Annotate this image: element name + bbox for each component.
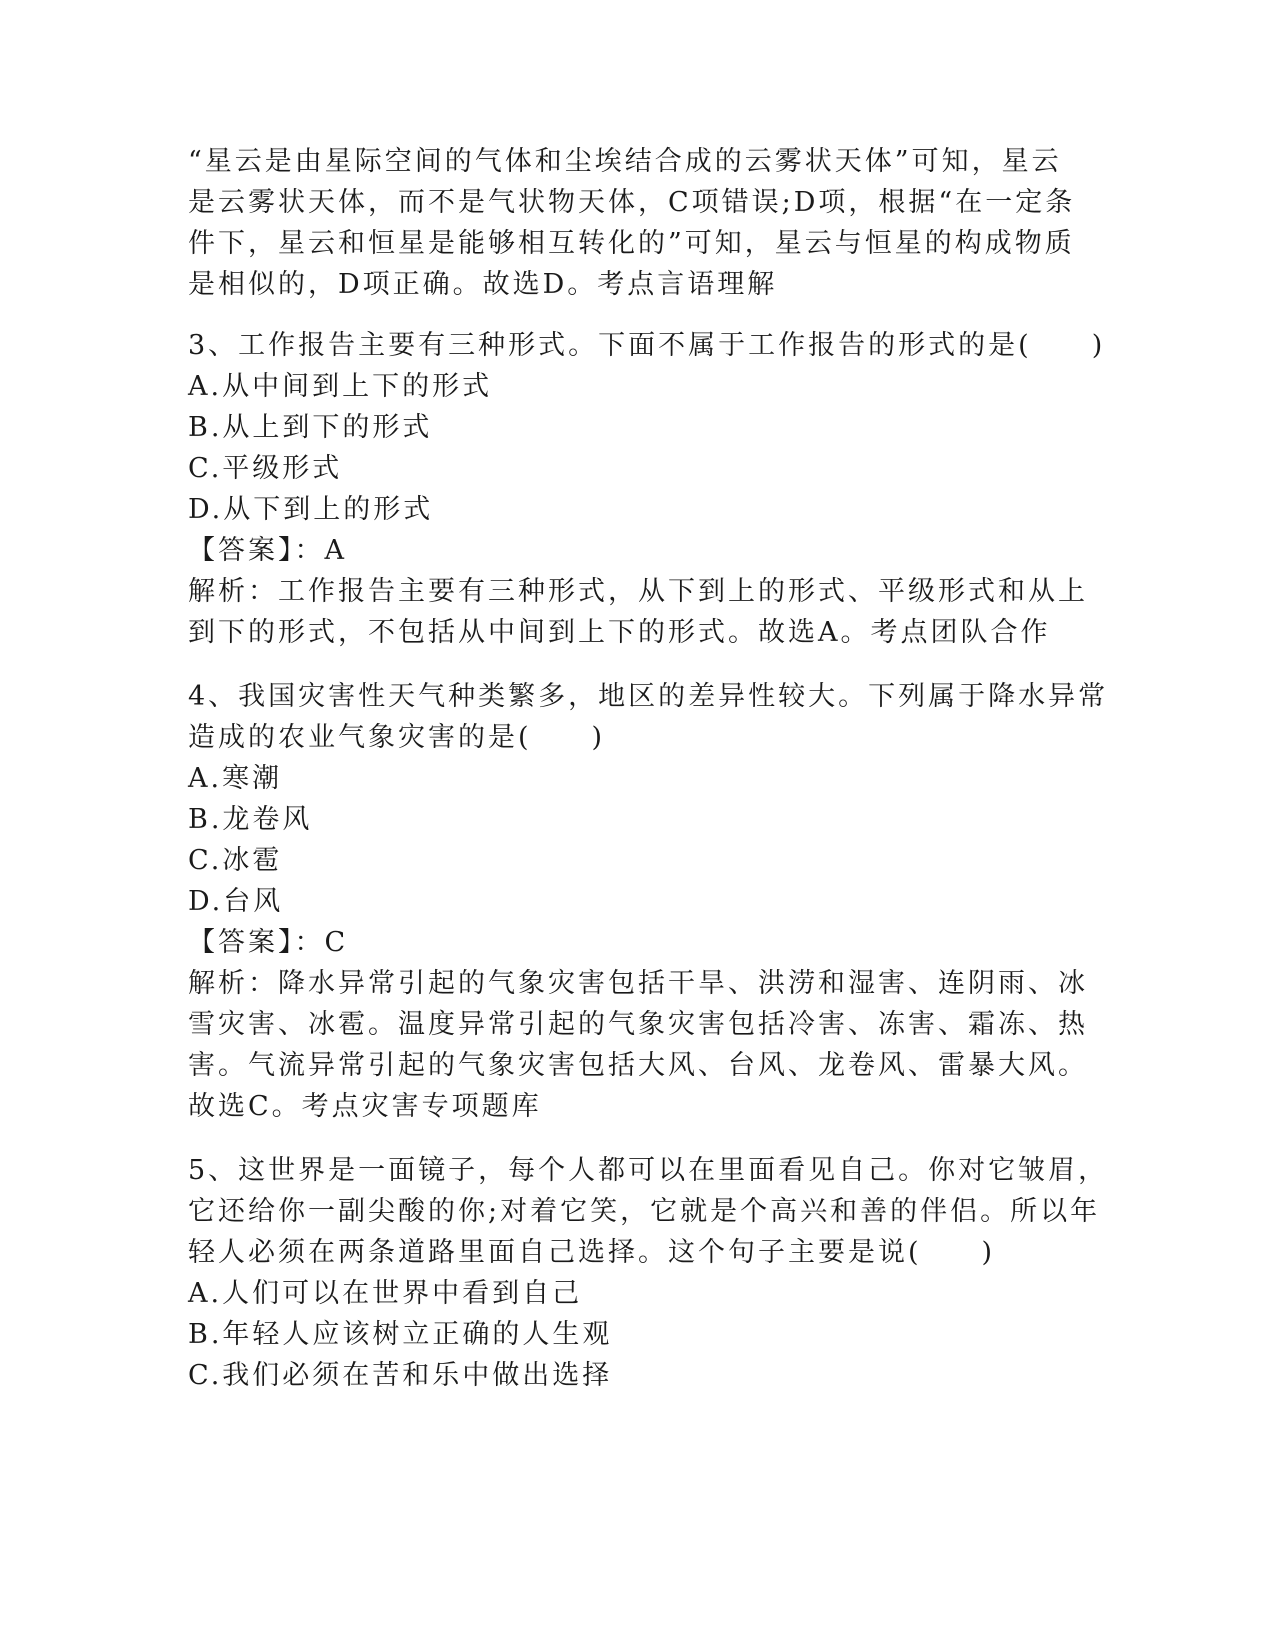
option-b: B.年轻人应该树立正确的人生观 <box>188 1319 613 1350</box>
option-c: C.冰雹 <box>188 845 283 876</box>
text-line: 件下，星云和恒星是能够相互转化的”可知，星云与恒星的构成物质 <box>188 228 1075 259</box>
option-c: C.平级形式 <box>188 453 343 484</box>
option-d: D.从下到上的形式 <box>188 494 434 525</box>
option-c: C.我们必须在苦和乐中做出选择 <box>188 1360 613 1391</box>
answer-line: 【答案】：C <box>188 927 349 958</box>
question-stem: 它还给你一副尖酸的你;对着它笑，它就是个高兴和善的伴侣。所以年 <box>188 1196 1101 1227</box>
option-b: B.从上到下的形式 <box>188 412 433 443</box>
text-line: 是相似的，D项正确。故选D。考点言语理解 <box>188 269 778 300</box>
question-stem: 4、我国灾害性天气种类繁多，地区的差异性较大。下列属于降水异常 <box>188 681 1109 712</box>
option-b: B.龙卷风 <box>188 804 313 835</box>
option-a: A.人们可以在世界中看到自己 <box>188 1278 583 1309</box>
analysis-line: 雪灾害、冰雹。温度异常引起的气象灾害包括冷害、冻害、霜冻、热 <box>188 1009 1088 1040</box>
question-stem: 轻人必须在两条道路里面自己选择。这个句子主要是说( ) <box>188 1237 996 1268</box>
analysis-line: 解析：工作报告主要有三种形式，从下到上的形式、平级形式和从上 <box>188 576 1088 607</box>
option-a: A.寒潮 <box>188 763 283 794</box>
analysis-line: 解析：降水异常引起的气象灾害包括干旱、洪涝和湿害、连阴雨、冰 <box>188 968 1088 999</box>
text-line: 是云雾状天体，而不是气状物天体，C项错误;D项，根据“在一定条 <box>188 187 1076 218</box>
answer-line: 【答案】：A <box>188 535 347 566</box>
question-stem: 3、工作报告主要有三种形式。下面不属于工作报告的形式的是( ) <box>188 330 1106 361</box>
analysis-line: 故选C。考点灾害专项题库 <box>188 1091 542 1122</box>
option-a: A.从中间到上下的形式 <box>188 371 493 402</box>
analysis-line: 到下的形式，不包括从中间到上下的形式。故选A。考点团队合作 <box>188 617 1051 648</box>
analysis-line: 害。气流异常引起的气象灾害包括大风、台风、龙卷风、雷暴大风。 <box>188 1050 1088 1081</box>
question-stem: 造成的农业气象灾害的是( ) <box>188 722 606 753</box>
question-stem: 5、这世界是一面镜子，每个人都可以在里面看见自己。你对它皱眉， <box>188 1155 1109 1186</box>
option-d: D.台风 <box>188 886 284 917</box>
text-line: “星云是由星际空间的气体和尘埃结合成的云雾状天体”可知，星云 <box>188 146 1062 177</box>
